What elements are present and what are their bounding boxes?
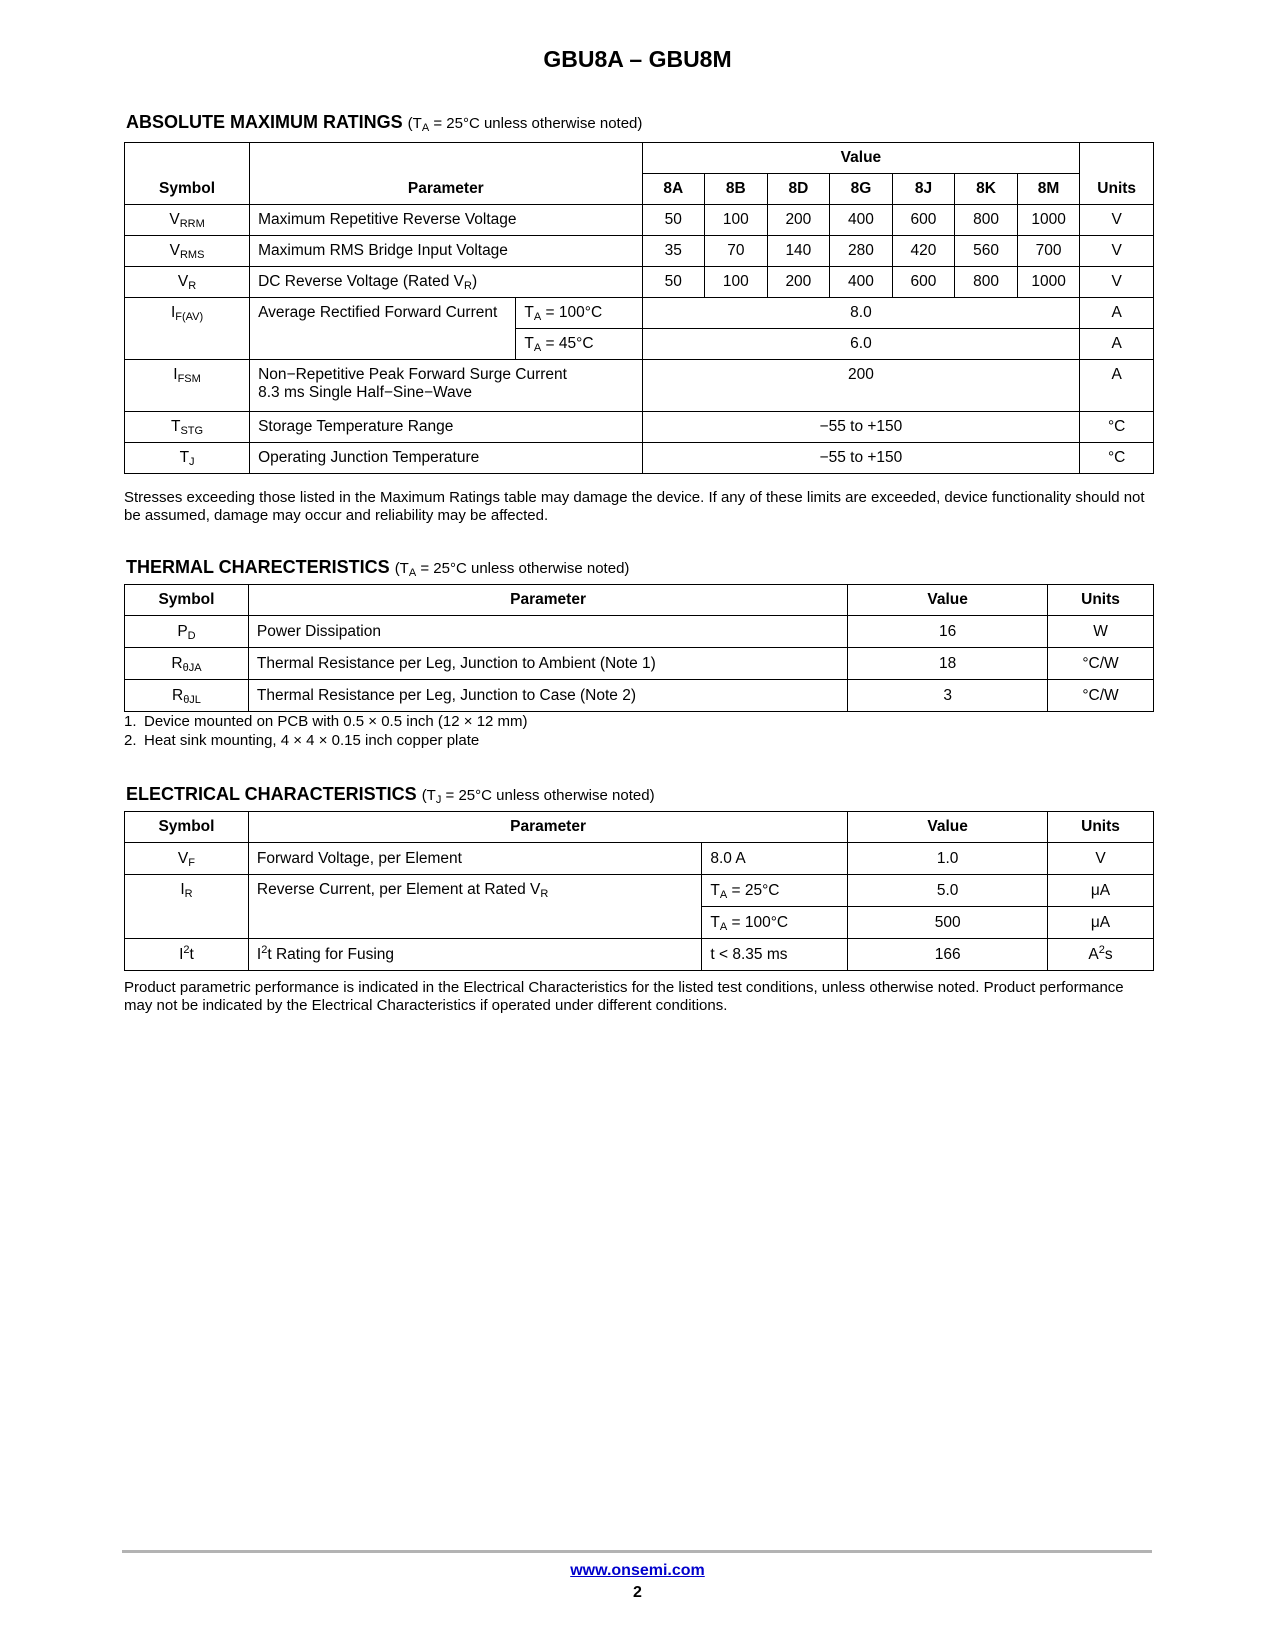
units-cell: A [1080,360,1154,412]
parameter-cell: Thermal Resistance per Leg, Junction to Ambient (Note 1) [248,648,847,680]
condition-cell: $T_A = 100^\circ C$ [516,298,642,329]
value-cell: 35 [642,236,705,267]
symbol-cell: $T_{STG}$ [125,412,250,443]
parameter-cell: Forward Voltage, per Element [248,843,701,875]
units-cell: °C/W [1048,648,1154,680]
symbol-cell: $R_{\theta JA}$ [125,648,249,680]
value-cell: −55 to +150 [642,412,1080,443]
value-cell: 100 [705,267,768,298]
value-cell: 800 [955,205,1018,236]
electrical-note: Product parametric performance is indicated in the Electrical Characteristics for the listed test conditions, unless otherwise noted. Product performance may not be indicated by the Electrical Characteristics if operated under different conditions. [124,979,1124,1014]
value-cell: 5.0 [848,875,1048,907]
table-row [125,443,1154,474]
parameter-cell: Operating Junction Temperature [250,443,642,474]
value-cell: 140 [767,236,830,267]
amr-header-symbol: Symbol [125,143,250,205]
table-row [125,843,1154,875]
parameter-cell: $I^2t$ Rating for Fusing [248,939,701,971]
thermal-header-value: Value [848,585,1048,616]
condition-cell: $T_A = 100^\circ C$ [702,907,848,939]
parameter-cell: DC Reverse Voltage (Rated $V_R$) [250,267,642,298]
amr-header-value: Value [642,143,1080,174]
symbol-cell: $V_{RMS}$ [125,236,250,267]
units-cell: V [1080,267,1154,298]
amr-col-8d: 8D [767,174,830,205]
amr-col-8j: 8J [892,174,955,205]
thermal-header-symbol: Symbol [125,585,249,616]
amr-col-8b: 8B [705,174,768,205]
value-cell: 560 [955,236,1018,267]
thermal-title: THERMAL CHARECTERISTICS [126,557,390,577]
amr-condition: ($T_A = 25^\circ C$ unless otherwise noted) [407,115,643,134]
value-cell: 50 [642,205,705,236]
amr-section-title [126,112,642,133]
table-row [125,939,1154,971]
thermal-section-title [126,557,629,578]
symbol-cell: $I_{FSM}$ [125,360,250,412]
amr-col-8a: 8A [642,174,705,205]
parameter-cell: Thermal Resistance per Leg, Junction to Case (Note 2) [248,680,847,712]
electrical-header-value: Value [848,812,1048,843]
parameter-cell: Reverse Current, per Element at Rated $V_R$ [248,875,701,939]
symbol-cell: $I_{F(AV)}$ [125,298,250,360]
units-cell: $A^2s$ [1048,939,1154,971]
value-cell: 70 [705,236,768,267]
footer-website-link[interactable]: www.onsemi.com [570,1562,705,1579]
thermal-header-parameter: Parameter [248,585,847,616]
symbol-cell: $I_R$ [125,875,249,939]
value-cell: 200 [767,205,830,236]
electrical-header-symbol: Symbol [125,812,249,843]
units-cell: °C [1080,443,1154,474]
value-cell: 800 [955,267,1018,298]
table-row [125,236,1154,267]
condition-cell: $T_A = 25^\circ C$ [702,875,848,907]
amr-header-units: Units [1080,143,1154,205]
electrical-section-title [126,784,655,805]
units-cell: V [1080,205,1154,236]
units-cell: °C [1080,412,1154,443]
amr-col-8g: 8G [830,174,893,205]
amr-col-8k: 8K [955,174,1018,205]
units-cell: V [1080,236,1154,267]
electrical-table [124,811,1154,971]
symbol-cell: $I^2t$ [125,939,249,971]
parameter-cell: Non−Repetitive Peak Forward Surge Current 8.3 ms Single Half−Sine−Wave [250,360,642,412]
parameter-cell: Average Rectified Forward Current [250,298,516,360]
value-cell: 16 [848,616,1048,648]
value-cell: 1000 [1017,205,1080,236]
electrical-header-parameter: Parameter [248,812,847,843]
amr-header-parameter: Parameter [250,143,642,205]
units-cell: °C/W [1048,680,1154,712]
parameter-cell: Maximum Repetitive Reverse Voltage [250,205,642,236]
units-cell: A [1080,329,1154,360]
condition-cell: 8.0 A [702,843,848,875]
value-cell: 600 [892,267,955,298]
thermal-table [124,584,1154,712]
parameter-cell: Maximum RMS Bridge Input Voltage [250,236,642,267]
parameter-cell: Power Dissipation [248,616,847,648]
value-cell: 1.0 [848,843,1048,875]
value-cell: 200 [767,267,830,298]
value-cell: 18 [848,648,1048,680]
value-cell: 6.0 [642,329,1080,360]
units-cell: A [1080,298,1154,329]
value-cell: 100 [705,205,768,236]
condition-cell: $T_A = 45^\circ C$ [516,329,642,360]
table-row [125,616,1154,648]
value-cell: 420 [892,236,955,267]
value-cell: 1000 [1017,267,1080,298]
units-cell: μA [1048,875,1154,907]
page-number: 2 [633,1584,642,1601]
table-row [125,875,1154,907]
value-cell: 166 [848,939,1048,971]
symbol-cell: $V_R$ [125,267,250,298]
condition-cell: t < 8.35 ms [702,939,848,971]
electrical-condition: ($T_J = 25^\circ C$ unless otherwise noted) [421,787,655,806]
thermal-note-1: 1. Device mounted on PCB with 0.5 × 0.5 inch (12 × 12 mm) [124,713,528,730]
value-cell: 500 [848,907,1048,939]
electrical-title: ELECTRICAL CHARACTERISTICS [126,784,417,804]
units-cell: W [1048,616,1154,648]
symbol-cell: $P_D$ [125,616,249,648]
amr-col-8m: 8M [1017,174,1080,205]
value-cell: −55 to +150 [642,443,1080,474]
value-cell: 280 [830,236,893,267]
table-row [125,267,1154,298]
page-title: GBU8A – GBU8M [543,46,732,72]
value-cell: 400 [830,205,893,236]
symbol-cell: $T_J$ [125,443,250,474]
thermal-condition: ($T_A = 25^\circ C$ unless otherwise noted) [394,560,630,579]
amr-table [124,142,1154,474]
footer-divider [122,1550,1152,1553]
units-cell: μA [1048,907,1154,939]
table-row [125,205,1154,236]
symbol-cell: $V_{RRM}$ [125,205,250,236]
thermal-header-units: Units [1048,585,1154,616]
value-cell: 400 [830,267,893,298]
table-row [125,298,1154,329]
amr-note: Stresses exceeding those listed in the Maximum Ratings table may damage the device. If any of these limits are exceeded, device functionality should not be assumed, damage may occur and reliability may be affected. [124,489,1145,524]
thermal-note-2: 2. Heat sink mounting, 4 × 4 × 0.15 inch copper plate [124,732,480,749]
value-cell: 3 [848,680,1048,712]
table-row [125,680,1154,712]
amr-title: ABSOLUTE MAXIMUM RATINGS [126,112,403,132]
parameter-cell: Storage Temperature Range [250,412,642,443]
symbol-cell: $R_{\theta JL}$ [125,680,249,712]
value-cell: 50 [642,267,705,298]
table-row [125,412,1154,443]
value-cell: 8.0 [642,298,1080,329]
table-row [125,360,1154,412]
value-cell: 200 [642,360,1080,412]
units-cell: V [1048,843,1154,875]
value-cell: 700 [1017,236,1080,267]
value-cell: 600 [892,205,955,236]
electrical-header-units: Units [1048,812,1154,843]
table-row [125,648,1154,680]
symbol-cell: $V_F$ [125,843,249,875]
